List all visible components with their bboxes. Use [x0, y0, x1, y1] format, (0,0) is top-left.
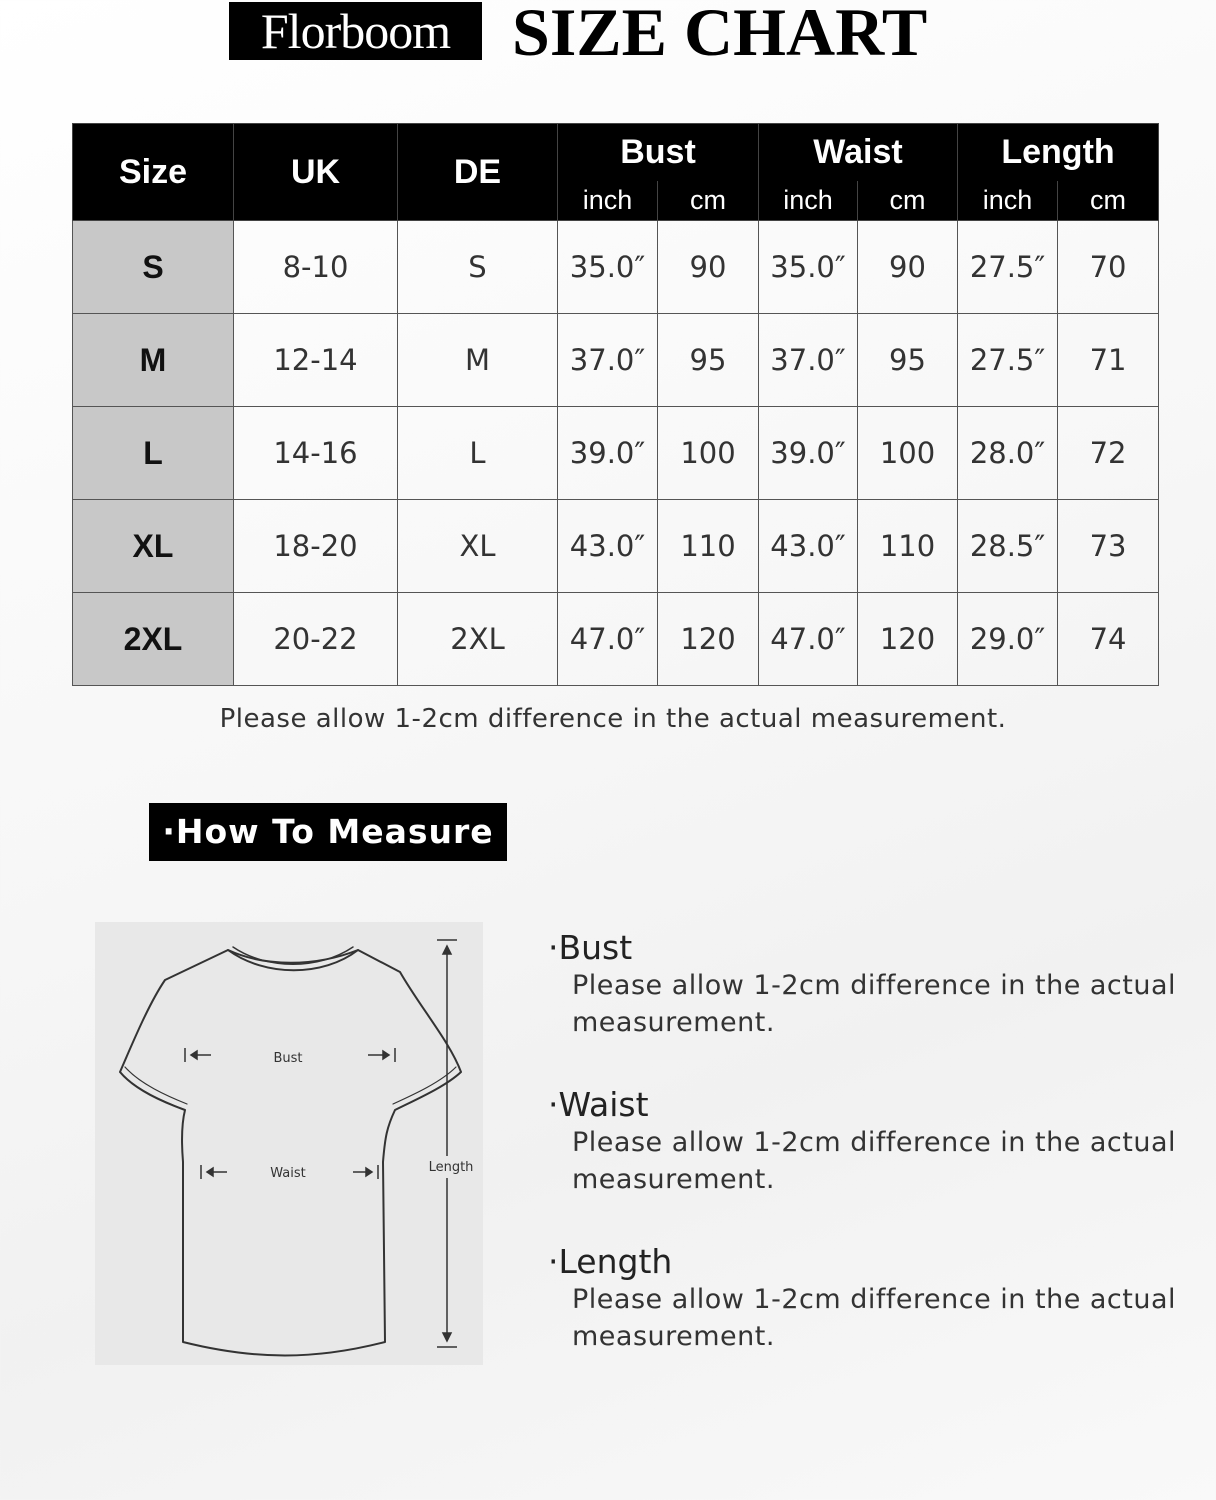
de-cell: L	[398, 407, 558, 500]
tshirt-left-sleeve-hem	[120, 1072, 185, 1110]
bust-inch-cell: 43.0″	[558, 500, 658, 593]
length-description-title: ·Length	[548, 1242, 673, 1281]
size-cell: 2XL	[73, 593, 234, 686]
waist-description-text-line1: Please allow 1-2cm difference in the actual	[572, 1127, 1177, 1158]
bust-cm-cell: 110	[658, 500, 759, 593]
uk-cell: 14-16	[234, 407, 398, 500]
header-bust-inch: inch	[558, 181, 658, 220]
size-chart-table	[72, 123, 1159, 686]
bust-cm-cell: 90	[658, 221, 759, 314]
waist-cm-cell: 95	[858, 314, 958, 407]
header-bust: Bust	[558, 124, 759, 182]
header-length-inch: inch	[958, 181, 1058, 220]
waist-inch-cell: 47.0″	[759, 593, 858, 686]
diagram-bust-label: Bust	[273, 1051, 303, 1066]
measurement-note: Please allow 1-2cm difference in the actual measurement.	[219, 704, 1007, 734]
size-cell: XL	[73, 500, 234, 593]
waist-cm-cell: 120	[858, 593, 958, 686]
bust-cm-cell: 120	[658, 593, 759, 686]
bust-inch-cell: 39.0″	[558, 407, 658, 500]
size-cell: S	[73, 221, 234, 314]
uk-cell: 20-22	[234, 593, 398, 686]
header-length: Length	[958, 124, 1159, 182]
page-header	[0, 0, 1216, 70]
header-uk: UK	[234, 124, 398, 221]
length-description-text-line2: measurement.	[572, 1321, 775, 1352]
tshirt-collar	[228, 950, 358, 970]
waist-inch-cell: 39.0″	[759, 407, 858, 500]
uk-cell: 8-10	[234, 221, 398, 314]
length-inch-cell: 28.0″	[958, 407, 1058, 500]
waist-description-text-line2: measurement.	[572, 1164, 775, 1195]
length-inch-cell: 27.5″	[958, 221, 1058, 314]
header-waist: Waist	[759, 124, 958, 182]
length-cm-cell: 74	[1058, 593, 1159, 686]
length-cm-cell: 70	[1058, 221, 1159, 314]
de-cell: M	[398, 314, 558, 407]
tshirt-illustration	[95, 922, 483, 1365]
de-cell: XL	[398, 500, 558, 593]
header-length-cm: cm	[1058, 181, 1159, 220]
bust-description-title: ·Bust	[548, 928, 633, 967]
brand-logo: Florboom	[229, 2, 482, 60]
length-cm-cell: 73	[1058, 500, 1159, 593]
table-row	[73, 593, 1159, 686]
tshirt-diagram	[95, 922, 483, 1365]
length-cm-cell: 71	[1058, 314, 1159, 407]
waist-cm-cell: 90	[858, 221, 958, 314]
length-inch-cell: 27.5″	[958, 314, 1058, 407]
de-cell: S	[398, 221, 558, 314]
header-size: Size	[73, 124, 234, 221]
header-waist-inch: inch	[759, 181, 858, 220]
waist-description	[548, 1085, 1188, 1198]
waist-cm-cell: 100	[858, 407, 958, 500]
tshirt-outline	[120, 950, 461, 1356]
bust-inch-cell: 47.0″	[558, 593, 658, 686]
length-description-text-line1: Please allow 1-2cm difference in the actual	[572, 1284, 1177, 1315]
how-to-measure-heading: ·How To Measure	[149, 803, 507, 861]
diagram-length-label: Length	[428, 1160, 474, 1175]
length-inch-cell: 29.0″	[958, 593, 1058, 686]
waist-inch-cell: 37.0″	[759, 314, 858, 407]
waist-cm-cell: 110	[858, 500, 958, 593]
size-cell: L	[73, 407, 234, 500]
table-row	[73, 500, 1159, 593]
waist-inch-cell: 35.0″	[759, 221, 858, 314]
bust-cm-cell: 95	[658, 314, 759, 407]
length-description	[548, 1242, 1188, 1355]
bust-inch-cell: 35.0″	[558, 221, 658, 314]
page-title: SIZE CHART	[512, 0, 928, 70]
bust-inch-cell: 37.0″	[558, 314, 658, 407]
length-inch-cell: 28.5″	[958, 500, 1058, 593]
waist-description-title: ·Waist	[548, 1085, 649, 1124]
waist-inch-cell: 43.0″	[759, 500, 858, 593]
length-cm-cell: 72	[1058, 407, 1159, 500]
diagram-waist-label: Waist	[270, 1166, 306, 1181]
header-bust-cm: cm	[658, 181, 759, 220]
table-row	[73, 407, 1159, 500]
uk-cell: 18-20	[234, 500, 398, 593]
table-header-row	[73, 124, 1159, 182]
size-cell: M	[73, 314, 234, 407]
bust-description-text-line2: measurement.	[572, 1007, 775, 1038]
table-row	[73, 221, 1159, 314]
bust-description-text-line1: Please allow 1-2cm difference in the actual	[572, 970, 1177, 1001]
de-cell: 2XL	[398, 593, 558, 686]
table-row	[73, 314, 1159, 407]
header-de: DE	[398, 124, 558, 221]
uk-cell: 12-14	[234, 314, 398, 407]
header-waist-cm: cm	[858, 181, 958, 220]
bust-description	[548, 928, 1188, 1041]
bust-cm-cell: 100	[658, 407, 759, 500]
